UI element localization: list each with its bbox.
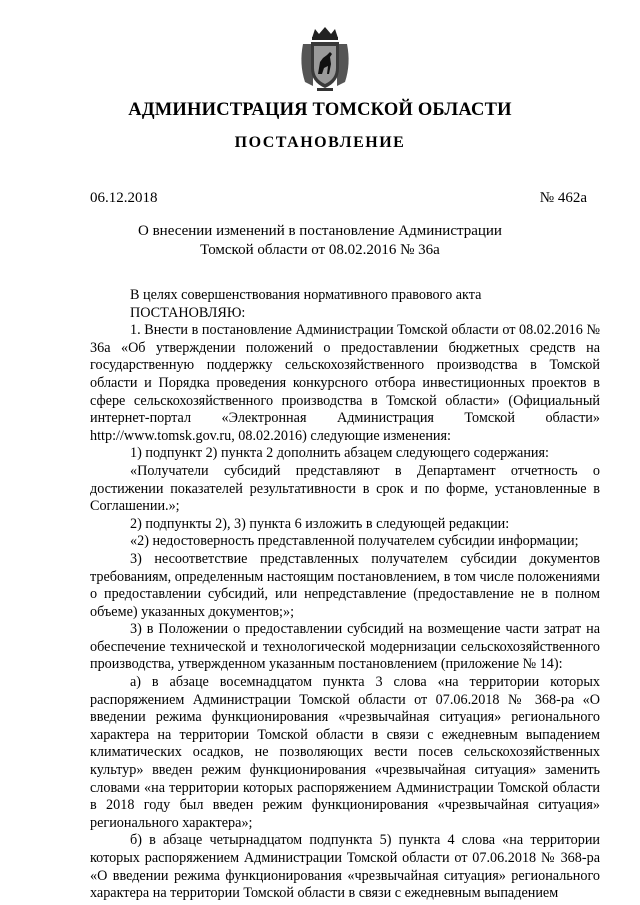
subject-line-2: Томской области от 08.02.2016 № 36а	[200, 242, 440, 258]
paragraph-8: а) в абзаце восемнадцатом пункта 3 слова «на территории которых распоряжением Администрации Томской области от 07.06.2018 № 368-ра «О введении режима функционирования «чрезвычайная ситуация» регионального характера на территории Томской области в связи с ежедневным выпадением климатических осадков, не позволяющих вести посев сельскохозяйственных культур» введен режим функционирования «чрезвычайная ситуация» заменить словами «на территории которых распоряжением Администрации Томской области в 2018 году был введен режим функционирования «чрезвычайная ситуация» регионального характера»;	[90, 674, 600, 831]
paragraph-2: 1) подпункт 2) пункта 2 дополнить абзацем следующего содержания:	[130, 445, 549, 462]
document-type: ПОСТАНОВЛЕНИЕ	[234, 134, 406, 151]
coat-of-arms-icon	[295, 24, 355, 92]
document-number: № 462а	[539, 190, 587, 206]
document-date: 06.12.2018	[90, 190, 158, 206]
paragraph-5: «2) недостоверность представленной получателем субсидии информации;	[130, 533, 579, 550]
paragraph-6: 3) несоответствие представленных получателем субсидии документов требованиям, определенным настоящим постановлением, в том числе положениями о предоставлении субсидий, или непредставление (предоставление не в полном объеме) указанных документов;»;	[90, 550, 600, 620]
subject-line-1: О внесении изменений в постановление Администрации	[138, 223, 502, 239]
paragraph-1: 1. Внести в постановление Администрации Томской области от 08.02.2016 № 36а «Об утверждении положений о предоставлении бюджетных средств на государственную поддержку сельскохозяйственного производства в Томской области и Порядка проведения конкурсного отбора инвестиционных проектов в сфере сельскохозяйственного производства в Томской области» (Официальный интернет-портал «Электронная Администрация Томской области» http://www.tomsk.gov.ru, 08.02.2016) следующие изменения:	[90, 322, 600, 444]
paragraph-4: 2) подпункты 2), 3) пункта 6 изложить в следующей редакции:	[130, 515, 510, 532]
document-body	[90, 287, 600, 903]
paragraph-3: «Получатели субсидий представляют в Департамент отчетность о достижении показателей результативности в срок и по форме, установленные в Соглашении.»;	[90, 462, 600, 515]
preamble: В целях совершенствования нормативного правового акта	[130, 287, 482, 303]
paragraph-9: б) в абзаце четырнадцатом подпункта 5) пункта 4 слова «на территории которых распоряжением Администрации Томской области от 07.06.2018 № 368-ра «О введении режима функционирования «чрезвычайная ситуация» регионального характера на территории Томской области в связи с ежедневным выпадением	[90, 832, 600, 902]
paragraph-7: 3) в Положении о предоставлении субсидий на возмещение части затрат на обеспечение технической и технологической модернизации сельскохозяйственного производства, утвержденном указанным постановлением (приложение № 14):	[90, 621, 600, 673]
document-subject	[0, 222, 640, 260]
organization-title: АДМИНИСТРАЦИЯ ТОМСКОЙ ОБЛАСТИ	[128, 100, 512, 120]
resolve-word: ПОСТАНОВЛЯЮ:	[130, 304, 246, 321]
